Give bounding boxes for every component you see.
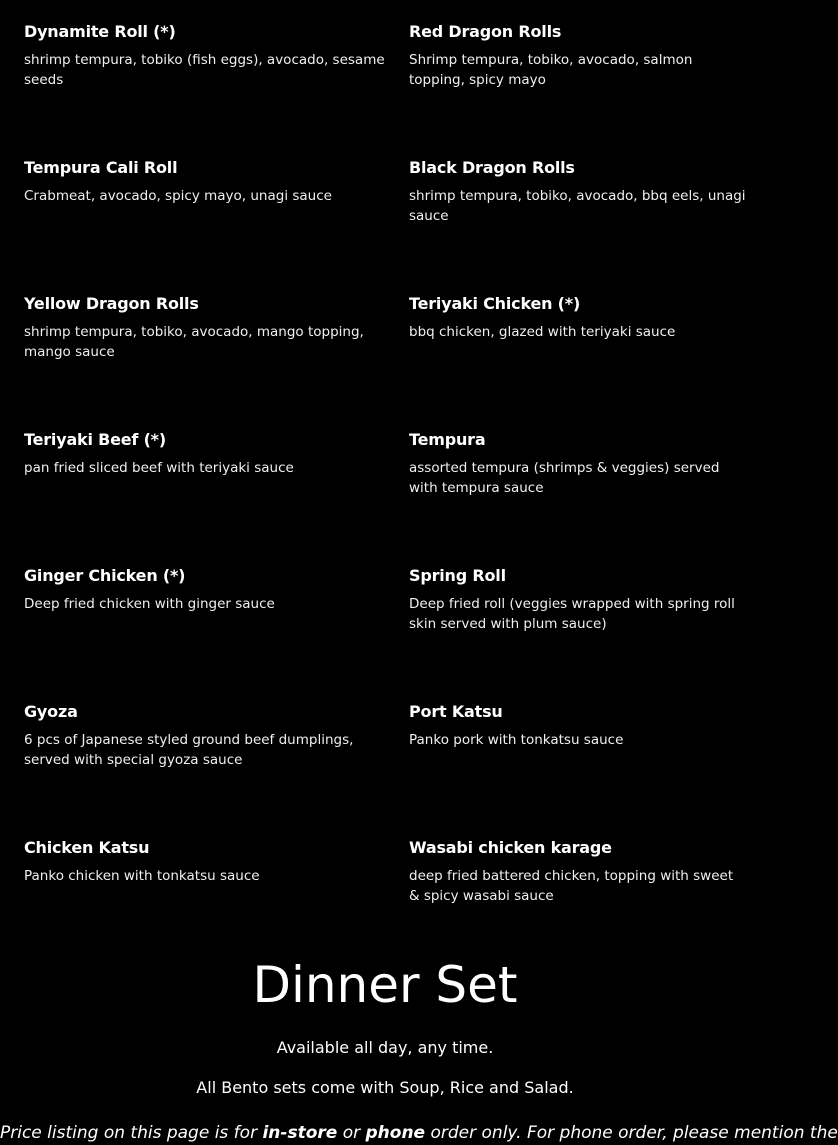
menu-item-name: Teriyaki Beef (*) <box>24 430 166 449</box>
menu-item-description: Panko pork with tonkatsu sauce <box>409 732 624 748</box>
menu-item-name: Red Dragon Rolls <box>409 22 562 41</box>
menu-row <box>24 564 746 700</box>
menu-item-name: Port Katsu <box>409 702 503 721</box>
menu-row <box>24 156 746 292</box>
menu-item-name: Chicken Katsu <box>24 838 150 857</box>
menu-item-description: Deep fried roll (veggies wrapped with spring roll skin served with plum sauce) <box>409 596 735 632</box>
menu-item <box>409 700 746 836</box>
menu-grid <box>24 20 746 972</box>
menu-item <box>24 428 409 564</box>
menu-item-description: shrimp tempura, tobiko (fish eggs), avocado, sesame seeds <box>24 52 385 88</box>
menu-item-description: Deep fried chicken with ginger sauce <box>24 596 275 612</box>
menu-item-description: deep fried battered chicken, topping with sweet & spicy wasabi sauce <box>409 868 734 904</box>
menu-item-description: pan fried sliced beef with teriyaki sauce <box>24 460 294 476</box>
menu-item-description: Crabmeat, avocado, spicy mayo, unagi sauce <box>24 188 332 204</box>
menu-item-name: Teriyaki Chicken (*) <box>409 294 581 313</box>
menu-item-description: shrimp tempura, tobiko, avocado, bbq eels, unagi sauce <box>409 188 746 224</box>
dinner-set-title: Dinner Set <box>252 956 518 1014</box>
menu-item-name: Spring Roll <box>409 566 506 585</box>
menu-row <box>24 20 746 156</box>
menu-item-name: Ginger Chicken (*) <box>24 566 186 585</box>
price-note-text: or <box>337 1123 366 1143</box>
menu-item <box>24 20 409 156</box>
menu-item <box>409 292 746 428</box>
menu-item-name: Gyoza <box>24 702 78 721</box>
price-note-text: Price listing on this page is for <box>0 1123 263 1143</box>
in-store-emphasis: in-store <box>262 1123 338 1143</box>
menu-item-name: Tempura <box>409 430 486 449</box>
menu-item-name: Tempura Cali Roll <box>24 158 178 177</box>
menu-item-name: Dynamite Roll (*) <box>24 22 176 41</box>
menu-row <box>24 428 746 564</box>
menu-item-description: assorted tempura (shrimps & veggies) served with tempura sauce <box>409 460 720 496</box>
price-listing-note <box>0 1121 838 1145</box>
menu-item <box>24 156 409 292</box>
menu-item-name: Black Dragon Rolls <box>409 158 575 177</box>
price-note-text: order only. For phone order, please mention the <box>425 1123 838 1143</box>
menu-item-description: Panko chicken with tonkatsu sauce <box>24 868 260 884</box>
menu-item-name: Yellow Dragon Rolls <box>24 294 199 313</box>
phone-emphasis: phone <box>365 1123 426 1143</box>
menu-item-description: shrimp tempura, tobiko, avocado, mango topping, mango sauce <box>24 324 364 360</box>
menu-item <box>24 564 409 700</box>
menu-row <box>24 292 746 428</box>
menu-item <box>409 20 746 156</box>
menu-item-name: Wasabi chicken karage <box>409 838 612 857</box>
menu-row <box>24 700 746 836</box>
availability-note: Available all day, any time. <box>276 1038 494 1057</box>
menu-item <box>24 292 409 428</box>
bento-note: All Bento sets come with Soup, Rice and Salad. <box>196 1078 574 1097</box>
menu-item <box>24 700 409 836</box>
menu-item <box>409 564 746 700</box>
menu-item-description: bbq chicken, glazed with teriyaki sauce <box>409 324 676 340</box>
menu-item <box>409 156 746 292</box>
menu-item-description: 6 pcs of Japanese styled ground beef dumplings, served with special gyoza sauce <box>24 732 354 768</box>
menu-item-description: Shrimp tempura, tobiko, avocado, salmon topping, spicy mayo <box>409 52 693 88</box>
menu-item <box>409 428 746 564</box>
